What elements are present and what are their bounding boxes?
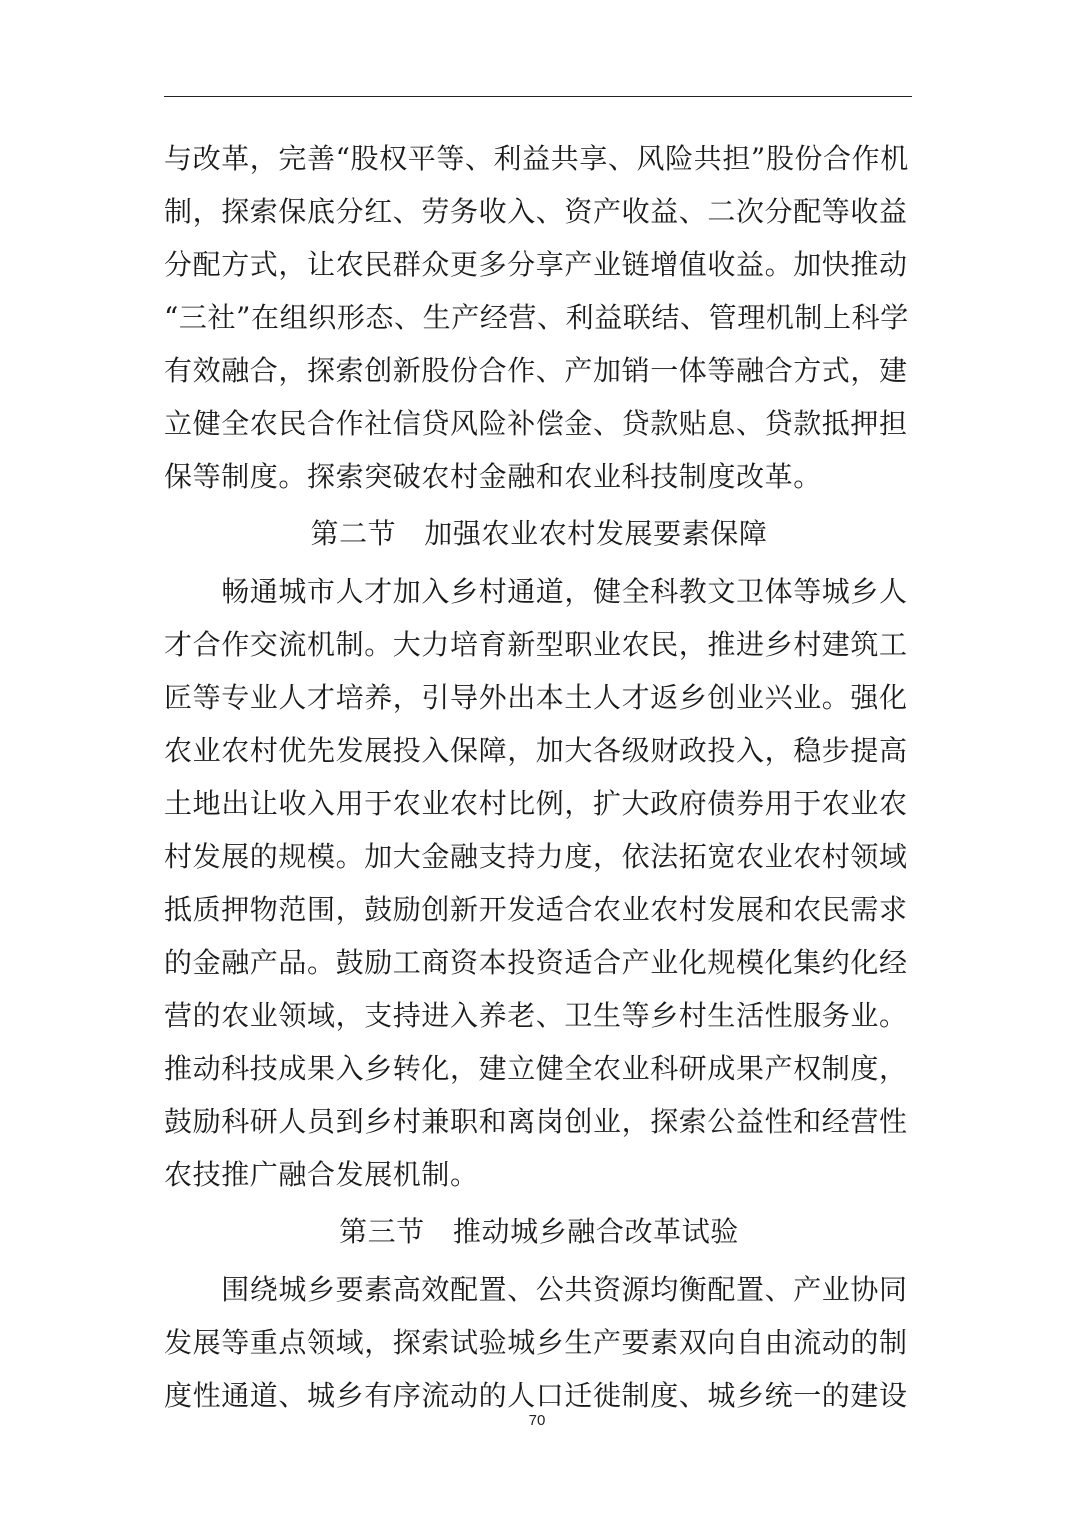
page-number: 70	[528, 1412, 546, 1429]
header-rule	[164, 96, 912, 97]
text-line: 度性通道、城乡有序流动的人口迁徙制度、城乡统一的建设	[164, 1379, 908, 1412]
text-line: 围绕城乡要素高效配置、公共资源均衡配置、产业协同	[164, 1273, 908, 1306]
text-line: 与改革，完善“股权平等、利益共享、风险共担”股份合作机	[164, 142, 909, 175]
paragraph-reform-cooperation	[164, 132, 914, 503]
section-number: 第二节	[310, 517, 397, 550]
text-line: 推动科技成果入乡转化，建立健全农业科研成果产权制度，	[164, 1052, 908, 1085]
text-line: 农业农村优先发展投入保障，加大各级财政投入，稳步提高	[164, 734, 908, 767]
text-line: 分配方式，让农民群众更多分享产业链增值收益。加快推动	[164, 248, 908, 281]
paragraph-integration-pilot	[164, 1263, 914, 1422]
text-line: 抵质押物范围，鼓励创新开发适合农业农村发展和农民需求	[164, 893, 908, 926]
text-line: 的金融产品。鼓励工商资本投资适合产业化规模化集约化经	[164, 946, 908, 979]
text-line: 营的农业领域，支持进入养老、卫生等乡村生活性服务业。	[164, 999, 908, 1032]
text-line: 有效融合，探索创新股份合作、产加销一体等融合方式，建	[164, 354, 908, 387]
text-line: 鼓励科研人员到乡村兼职和离岗创业，探索公益性和经营性	[164, 1105, 908, 1138]
document-body	[164, 132, 914, 1422]
section-heading-2	[164, 503, 914, 565]
text-line: 村发展的规模。加大金融支持力度，依法拓宽农业农村领域	[164, 840, 908, 873]
section-title: 推动城乡融合改革试验	[452, 1215, 739, 1248]
section-number: 第三节	[339, 1215, 425, 1248]
text-line: 立健全农民合作社信贷风险补偿金、贷款贴息、贷款抵押担	[164, 407, 908, 440]
text-line: 畅通城市人才加入乡村通道，健全科教文卫体等城乡人	[164, 575, 908, 608]
paragraph-factor-guarantee	[164, 565, 914, 1201]
text-line: 农技推广融合发展机制。	[164, 1158, 479, 1191]
text-line: 匠等专业人才培养，引导外出本土人才返乡创业兴业。强化	[164, 681, 908, 714]
text-line: “三社”在组织形态、生产经营、利益联结、管理机制上科学	[164, 301, 909, 334]
text-line: 才合作交流机制。大力培育新型职业农民，推进乡村建筑工	[164, 628, 908, 661]
section-heading-3	[164, 1201, 914, 1263]
text-line: 保等制度。探索突破农村金融和农业科技制度改革。	[164, 460, 822, 493]
text-line: 制，探索保底分红、劳务收入、资产收益、二次分配等收益	[164, 195, 908, 228]
section-title: 加强农业农村发展要素保障	[424, 517, 768, 550]
text-line: 发展等重点领域，探索试验城乡生产要素双向自由流动的制	[164, 1326, 908, 1359]
text-line: 土地出让收入用于农业农村比例，扩大政府债券用于农业农	[164, 787, 908, 820]
